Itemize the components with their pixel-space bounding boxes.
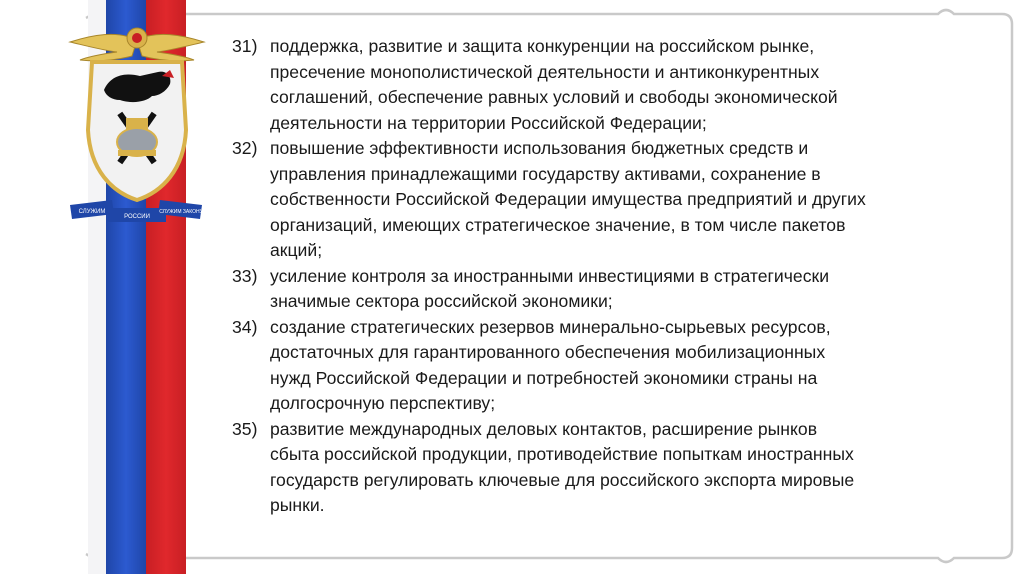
numbered-list bbox=[232, 34, 962, 519]
ribbon-center-text: РОССИИ bbox=[124, 214, 150, 220]
list-item-number: 31) bbox=[232, 36, 258, 56]
police-emblem-icon bbox=[62, 0, 212, 235]
list-item-number: 32) bbox=[232, 138, 258, 158]
list-item-text: создание стратегических резервов минерально-сырьевых ресурсов, достаточных для гарантированного обеспечения мобилизационных нужд Российской Федерации и потребностей экономики страны на долгосрочную перспективу; bbox=[270, 316, 831, 413]
ribbon-right-text: СЛУЖИМ ЗАКОНУ bbox=[159, 209, 203, 215]
list-item bbox=[232, 417, 962, 519]
list-item bbox=[232, 315, 962, 417]
list-item-text: поддержка, развитие и защита конкуренции на российском рынке, пресечение монополистической деятельности и антиконкурентных соглашений, обеспечение равных условий и свободы экономической деятельности на территории Российской Федерации; bbox=[270, 36, 838, 133]
list-item-text: развитие международных деловых контактов, расширение рынков сбыта российской продукции, противодействие попыткам иностранных государств регулировать ключевые для российского экспорта мировые рынки. bbox=[270, 418, 855, 515]
list-item bbox=[232, 264, 962, 315]
list-item-number: 35) bbox=[232, 418, 258, 439]
list-item-number: 34) bbox=[232, 316, 258, 337]
list-item-text: повышение эффективности использования бюджетных средств и управления принадлежащими государству активами, сохранение в собственности Российской Федерации имущества предприятий и других организаций, имеющих стратегическое значение, в том числе пакетов акций; bbox=[270, 138, 866, 260]
ribbon-left-text: СЛУЖИМ bbox=[78, 209, 106, 215]
list-item-text: усиление контроля за иностранными инвестициями в стратегически значимые сектора российской экономики; bbox=[270, 265, 830, 311]
list-item bbox=[232, 136, 962, 264]
list-item bbox=[232, 34, 962, 136]
list-item-number: 33) bbox=[232, 265, 258, 286]
